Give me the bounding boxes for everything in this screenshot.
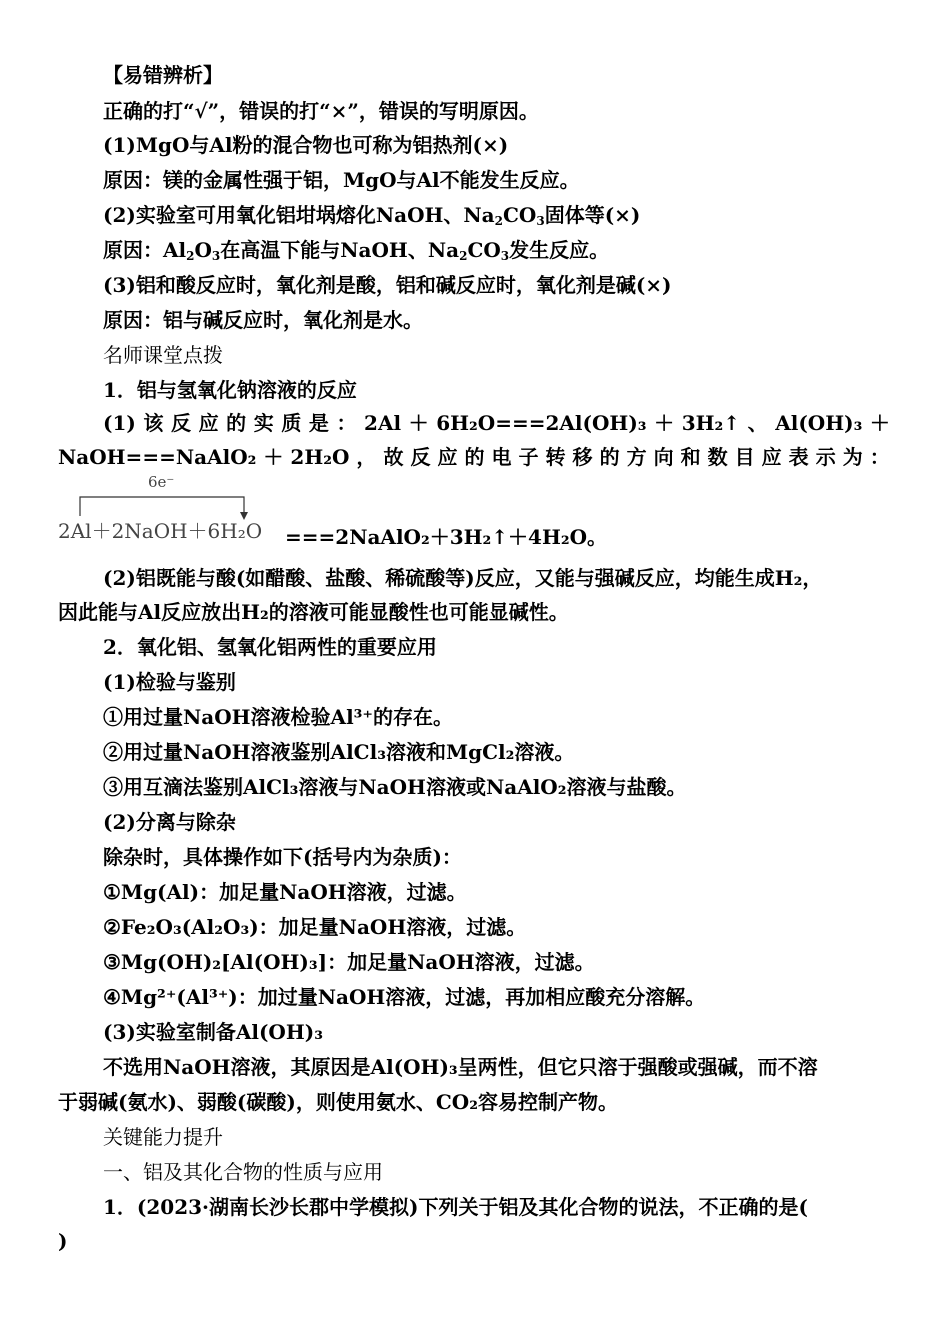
justified-line-1 (0, 406, 950, 440)
justified-token: 质 (281, 411, 302, 435)
reason-3: 原因：铝与碱反应时，氧化剂是水。 (103, 308, 423, 332)
justified-token: ： (869, 445, 890, 469)
justified-token: 的 (226, 411, 247, 435)
justified-token: 向 (653, 445, 674, 469)
detect-item-3: ③用互滴法鉴别AlCl₃溶液与NaOH溶液或NaAlO₂溶液与盐酸。 (103, 775, 687, 799)
justified-token: 应 (761, 445, 782, 469)
section-teacher-tips: 名师课堂点拨 (103, 343, 223, 367)
justified-token: 应 (198, 411, 219, 435)
subsection-2-title: 2．氧化铝、氢氧化铝两性的重要应用 (103, 635, 437, 659)
justified-token: 反 (410, 445, 431, 469)
item-2: (2)实验室可用氧化铝坩埚熔化NaOH、$Na_2CO_3$固体等(×) (103, 203, 641, 228)
justified-token: 的 (599, 445, 620, 469)
justified-token: ， (356, 445, 377, 469)
justified-token: 2Al (364, 411, 402, 435)
justified-token: (1) (103, 411, 136, 435)
separation-title: (2)分离与除杂 (103, 810, 236, 834)
para-2-line-2: 因此能与Al反应放出H₂的溶液可能显酸性也可能显碱性。 (58, 600, 569, 624)
justified-token: 故 (383, 445, 404, 469)
preparation-title: (3)实验室制备Al(OH)₃ (103, 1020, 323, 1044)
detect-item-1: ①用过量NaOH溶液检验Al³⁺的存在。 (103, 705, 453, 729)
justified-token: 方 (626, 445, 647, 469)
justified-token: 目 (734, 445, 755, 469)
separation-item-2: ②Fe₂O₃(Al₂O₃)：加足量NaOH溶液，过滤。 (103, 915, 527, 939)
section-key-ability: 关键能力提升 (103, 1125, 223, 1149)
section-one-title: 一、铝及其化合物的性质与应用 (103, 1160, 383, 1184)
heading-error-analysis: 【易错辨析】 (103, 63, 223, 87)
justified-token: ＋ (869, 411, 890, 435)
reason-2: 原因：$Al_2O_3$在高温下能与NaOH、$Na_2CO_3$发生反应。 (103, 238, 610, 263)
justified-token: 和 (680, 445, 701, 469)
justified-token: NaOH===NaAlO₂ (58, 445, 257, 469)
justified-token: 6H₂O===2Al(OH)₃ (436, 411, 647, 435)
para-2-line-1: (2)铝既能与酸(如醋酸、盐酸、稀硫酸等)反应，又能与强碱反应，均能生成H₂， (103, 566, 823, 590)
justified-token: 示 (815, 445, 836, 469)
equation-left-side: 2Al＋2NaOH＋6H₂O (58, 519, 263, 543)
justified-token: 2H₂O (290, 445, 350, 469)
subsection-1-title: 1．铝与氢氧化钠溶液的反应 (103, 378, 357, 402)
justified-token: 反 (171, 411, 191, 435)
justified-token: 电 (491, 445, 512, 469)
justified-token: 转 (545, 445, 566, 469)
justified-token: 是 (308, 411, 329, 435)
justified-token: ＋ (654, 411, 675, 435)
justified-token: 为 (842, 445, 863, 469)
separation-item-3: ③Mg(OH)₂[Al(OH)₃]：加足量NaOH溶液，过滤。 (103, 950, 595, 974)
item-1: (1)MgO与Al粉的混合物也可称为铝热剂(×) (103, 133, 509, 157)
separation-item-1: ①Mg(Al)：加足量NaOH溶液，过滤。 (103, 880, 467, 904)
instruction-line: 正确的打“√”，错误的打“×”，错误的写明原因。 (103, 99, 539, 123)
detect-item-2: ②用过量NaOH溶液鉴别AlCl₃溶液和MgCl₂溶液。 (103, 740, 575, 764)
justified-token: 该 (143, 411, 164, 435)
justified-token: ＋ (263, 445, 284, 469)
question-1-bracket: ) (58, 1229, 68, 1253)
justified-token: 的 (464, 445, 485, 469)
reason-1: 原因：镁的金属性强于铝，MgO与Al不能发生反应。 (103, 168, 580, 192)
preparation-line-1: 不选用NaOH溶液，其原因是Al(OH)₃呈两性，但它只溶于强酸或强碱，而不溶 (103, 1055, 818, 1079)
justified-token: 数 (707, 445, 728, 469)
detect-title: (1)检验与鉴别 (103, 670, 236, 694)
justified-token: 表 (788, 445, 809, 469)
justified-token: ： (336, 411, 357, 435)
electron-count-label: 6e⁻ (148, 473, 175, 491)
justified-token: ＋ (408, 411, 429, 435)
preparation-line-2: 于弱碱(氨水)、弱酸(碳酸)，则使用氨水、CO₂容易控制产物。 (58, 1090, 618, 1114)
justified-token: Al(OH)₃ (775, 411, 863, 435)
justified-token: 3H₂↑ (681, 411, 741, 435)
justified-token: 移 (572, 445, 593, 469)
electron-transfer-diagram (58, 470, 318, 550)
equation-right-side: ===2NaAlO₂＋3H₂↑＋4H₂O。 (285, 525, 608, 549)
question-1: 1．(2023·湖南长沙长郡中学模拟)下列关于铝及其化合物的说法，不正确的是( (103, 1195, 808, 1219)
transfer-bracket (80, 497, 244, 516)
item-3: (3)铝和酸反应时，氧化剂是酸，铝和碱反应时，氧化剂是碱(×) (103, 273, 672, 297)
separation-item-4: ④Mg²⁺(Al³⁺)：加过量NaOH溶液，过滤，再加相应酸充分溶解。 (103, 985, 706, 1009)
justified-line-2 (0, 440, 950, 474)
justified-token: 、 (747, 411, 768, 435)
separation-intro: 除杂时，具体操作如下(括号内为杂质)： (103, 845, 462, 869)
justified-token: 应 (437, 445, 458, 469)
justified-token: 实 (253, 411, 274, 435)
justified-token: 子 (518, 445, 539, 469)
